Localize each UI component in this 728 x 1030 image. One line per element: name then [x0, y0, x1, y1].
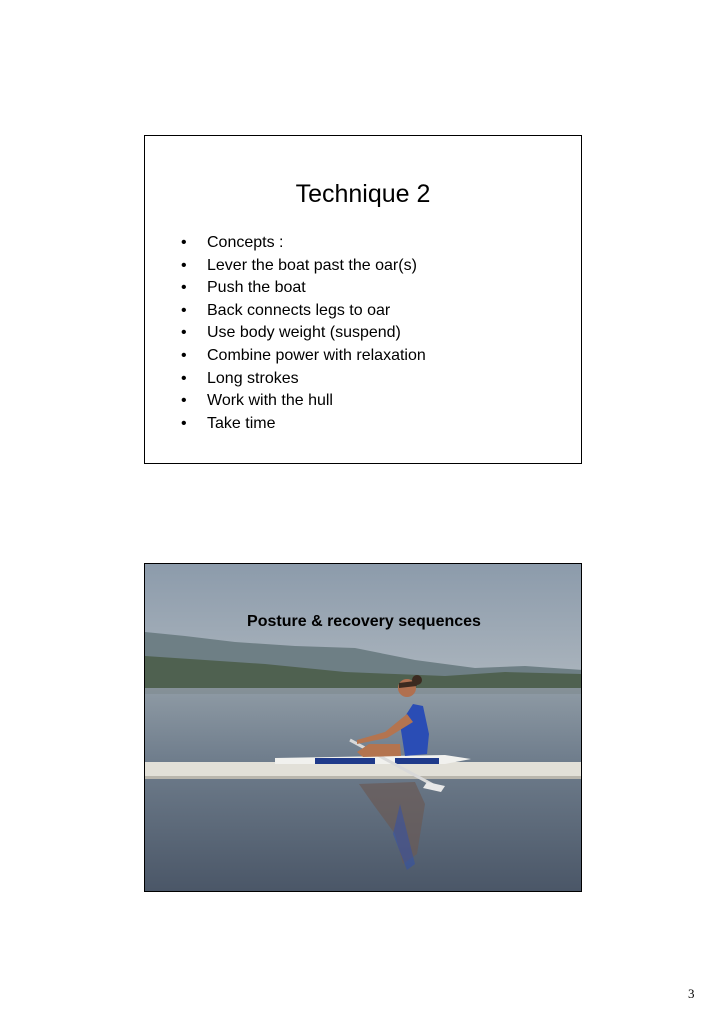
bullet-text: Use body weight (suspend) [207, 324, 401, 342]
dock-strip [145, 762, 582, 776]
bullet-text: Work with the hull [207, 392, 333, 410]
bullet-item [181, 277, 426, 300]
bullet-dot: • [181, 279, 187, 297]
bullet-text: Combine power with relaxation [207, 346, 426, 364]
bullet-text: Back connects legs to oar [207, 301, 391, 319]
bullet-item [181, 390, 426, 413]
bullet-dot: • [181, 346, 187, 364]
bullet-item [181, 232, 426, 255]
bullet-item [181, 255, 426, 278]
page-number: 3 [688, 986, 695, 1001]
bullet-text: Long strokes [207, 369, 299, 387]
bullet-dot: • [181, 324, 187, 342]
bullet-dot: • [181, 301, 187, 319]
bullet-item [181, 322, 426, 345]
bullet-item [181, 345, 426, 368]
bullet-dot: • [181, 256, 187, 274]
slide-caption: Posture & recovery sequences [247, 613, 481, 630]
bullet-item [181, 413, 426, 436]
bullet-dot: • [181, 234, 187, 251]
bullet-text: Take time [207, 414, 276, 432]
bullet-list [181, 232, 426, 435]
bullet-item [181, 368, 426, 391]
bullet-dot: • [181, 392, 187, 410]
slide-technique-2 [144, 135, 582, 464]
bullet-dot: • [181, 369, 187, 387]
slide-posture-photo [144, 563, 582, 892]
bullet-dot: • [181, 414, 187, 432]
bullet-text: Lever the boat past the oar(s) [207, 256, 417, 274]
slide-title: Technique 2 [295, 180, 431, 208]
bullet-text: Concepts : [207, 234, 284, 251]
bullet-text: Push the boat [207, 279, 306, 297]
bullet-item [181, 300, 426, 323]
hull-logo [315, 758, 375, 764]
